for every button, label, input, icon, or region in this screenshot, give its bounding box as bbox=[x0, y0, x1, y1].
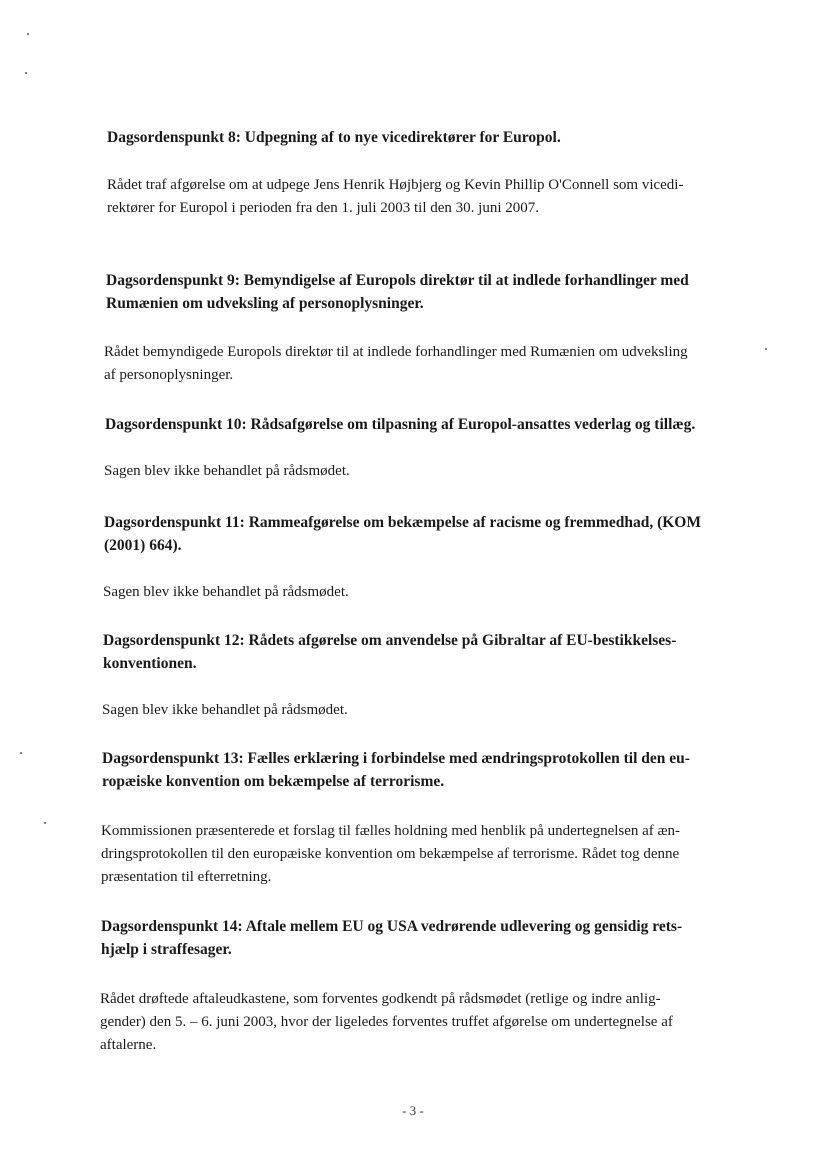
agenda-heading: Dagsordenspunkt 9: Bemyndigelse af Europols direktør til at indlede forhandlinger med Rumænien om udveksling af personoplysninger. bbox=[106, 272, 689, 312]
agenda-body: Rådet drøftede aftaleudkastene, som forventes godkendt på rådsmødet (retlige og indre anlig- gender) den 5. – 6. juni 2003, hvor der ligeledes forventes truffet afgørelse om undertegnelse af aftalerne. bbox=[100, 991, 673, 1053]
agenda-heading: Dagsordenspunkt 10: Rådsafgørelse om tilpasning af Europol-ansattes vederlag og tillæg. bbox=[105, 416, 696, 433]
scan-speck bbox=[20, 752, 22, 754]
scan-speck bbox=[27, 33, 29, 35]
agenda-heading: Dagsordenspunkt 11: Rammeafgørelse om bekæmpelse af racisme og fremmedhad, (KOM (2001) 664). bbox=[104, 514, 701, 554]
scan-speck bbox=[44, 822, 46, 824]
scan-speck bbox=[25, 72, 27, 74]
agenda-body: Sagen blev ikke behandlet på rådsmødet. bbox=[104, 463, 350, 479]
agenda-body: Rådet bemyndigede Europols direktør til at indlede forhandlinger med Rumænien om udveksling af personoplysninger. bbox=[104, 344, 688, 383]
agenda-body: Kommissionen præsenterede et forslag til fælles holdning med henblik på undertegnelsen af æn- dringsprotokollen til den europæiske konvention om bekæmpelse af terrorisme. Rådet tog denne præsentation til efterretning. bbox=[101, 823, 681, 885]
scan-speck bbox=[765, 348, 767, 350]
agenda-heading: Dagsordenspunkt 14: Aftale mellem EU og USA vedrørende udlevering og gensidig rets- hjælp i straffesager. bbox=[101, 918, 683, 958]
agenda-body: Rådet traf afgørelse om at udpege Jens Henrik Højbjerg og Kevin Phillip O'Connell som vicedi- rektører for Europol i perioden fra den 1. juli 2003 til den 30. juni 2007. bbox=[107, 177, 684, 216]
agenda-body: Sagen blev ikke behandlet på rådsmødet. bbox=[103, 584, 349, 600]
agenda-heading: Dagsordenspunkt 13: Fælles erklæring i forbindelse med ændringsprotokollen til den eu- ropæiske konvention om bekæmpelse af terrorisme. bbox=[102, 750, 690, 790]
agenda-heading: Dagsordenspunkt 12: Rådets afgørelse om anvendelse på Gibraltar af EU-bestikkelses- konventionen. bbox=[103, 632, 677, 672]
agenda-heading: Dagsordenspunkt 8: Udpegning af to nye vicedirektører for Europol. bbox=[107, 129, 561, 146]
page-number: - 3 - bbox=[402, 1103, 424, 1118]
agenda-body: Sagen blev ikke behandlet på rådsmødet. bbox=[102, 702, 348, 718]
